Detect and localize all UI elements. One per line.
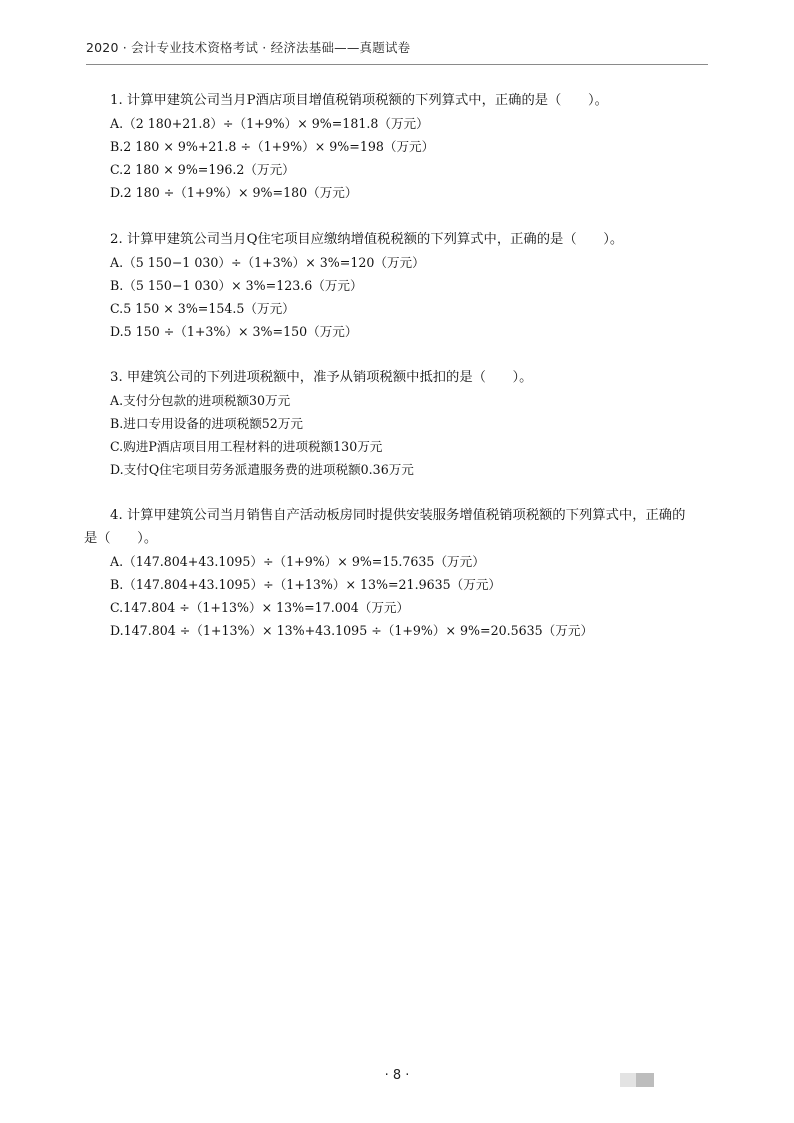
- question-4-option-a: A.（147.804+43.1095）÷（1+9%）× 9%=15.7635（万元）: [110, 554, 485, 569]
- question-4-option-b: B.（147.804+43.1095）÷（1+13%）× 13%=21.9635（万元）: [110, 577, 502, 592]
- question-4-option-d: D.147.804 ÷（1+13%）× 13%+43.1095 ÷（1+9%）× 9%=20.5635（万元）: [110, 623, 594, 638]
- question-1: [110, 89, 720, 204]
- question-2-stem: 2. 计算甲建筑公司当月Q住宅项目应缴纳增值税税额的下列算式中，正确的是（ ）。: [110, 232, 624, 247]
- header-divider: [86, 64, 708, 65]
- question-4-stem: [84, 504, 720, 550]
- question-1-stem: 1. 计算甲建筑公司当月P酒店项目增值税销项税额的下列算式中，正确的是（ ）。: [110, 93, 608, 108]
- page-header-title: 2020 · 会计专业技术资格考试 · 经济法基础——真题试卷: [86, 40, 411, 55]
- corner-mark-dark: [636, 1073, 654, 1087]
- question-2-option-d: D.5 150 ÷（1+3%）× 3%=150（万元）: [110, 324, 358, 339]
- question-4-stem-line-2: 是（ ）。: [84, 531, 158, 546]
- question-3-option-a: A.支付分包款的进项税额30万元: [110, 393, 291, 408]
- question-4: [84, 504, 720, 642]
- question-1-option-b: B.2 180 × 9%+21.8 ÷（1+9%）× 9%=198（万元）: [110, 139, 435, 154]
- question-2-option-b: B.（5 150−1 030）× 3%=123.6（万元）: [110, 278, 363, 293]
- question-2-option-a: A.（5 150−1 030）÷（1+3%）× 3%=120（万元）: [110, 255, 425, 270]
- question-2: [110, 228, 720, 343]
- question-3-option-c: C.购进P酒店项目用工程材料的进项税额130万元: [110, 439, 383, 454]
- question-3-option-b: B.进口专用设备的进项税额52万元: [110, 416, 304, 431]
- question-3: [110, 366, 720, 481]
- page-number: · 8 ·: [384, 1068, 410, 1083]
- question-3-stem: 3. 甲建筑公司的下列进项税额中，准予从销项税额中抵扣的是（ ）。: [110, 370, 533, 385]
- question-1-option-a: A.（2 180+21.8）÷（1+9%）× 9%=181.8（万元）: [110, 116, 429, 131]
- question-3-option-d: D.支付Q住宅项目劳务派遣服务费的进项税额0.36万元: [110, 462, 414, 477]
- question-4-option-c: C.147.804 ÷（1+13%）× 13%=17.004（万元）: [110, 600, 410, 615]
- question-4-stem-line-1: 4. 计算甲建筑公司当月销售自产活动板房同时提供安装服务增值税销项税额的下列算式中，正确的: [110, 508, 686, 523]
- corner-mark-light: [620, 1073, 636, 1087]
- question-1-option-d: D.2 180 ÷（1+9%）× 9%=180（万元）: [110, 185, 358, 200]
- question-2-option-c: C.5 150 × 3%=154.5（万元）: [110, 301, 295, 316]
- question-1-option-c: C.2 180 × 9%=196.2（万元）: [110, 162, 295, 177]
